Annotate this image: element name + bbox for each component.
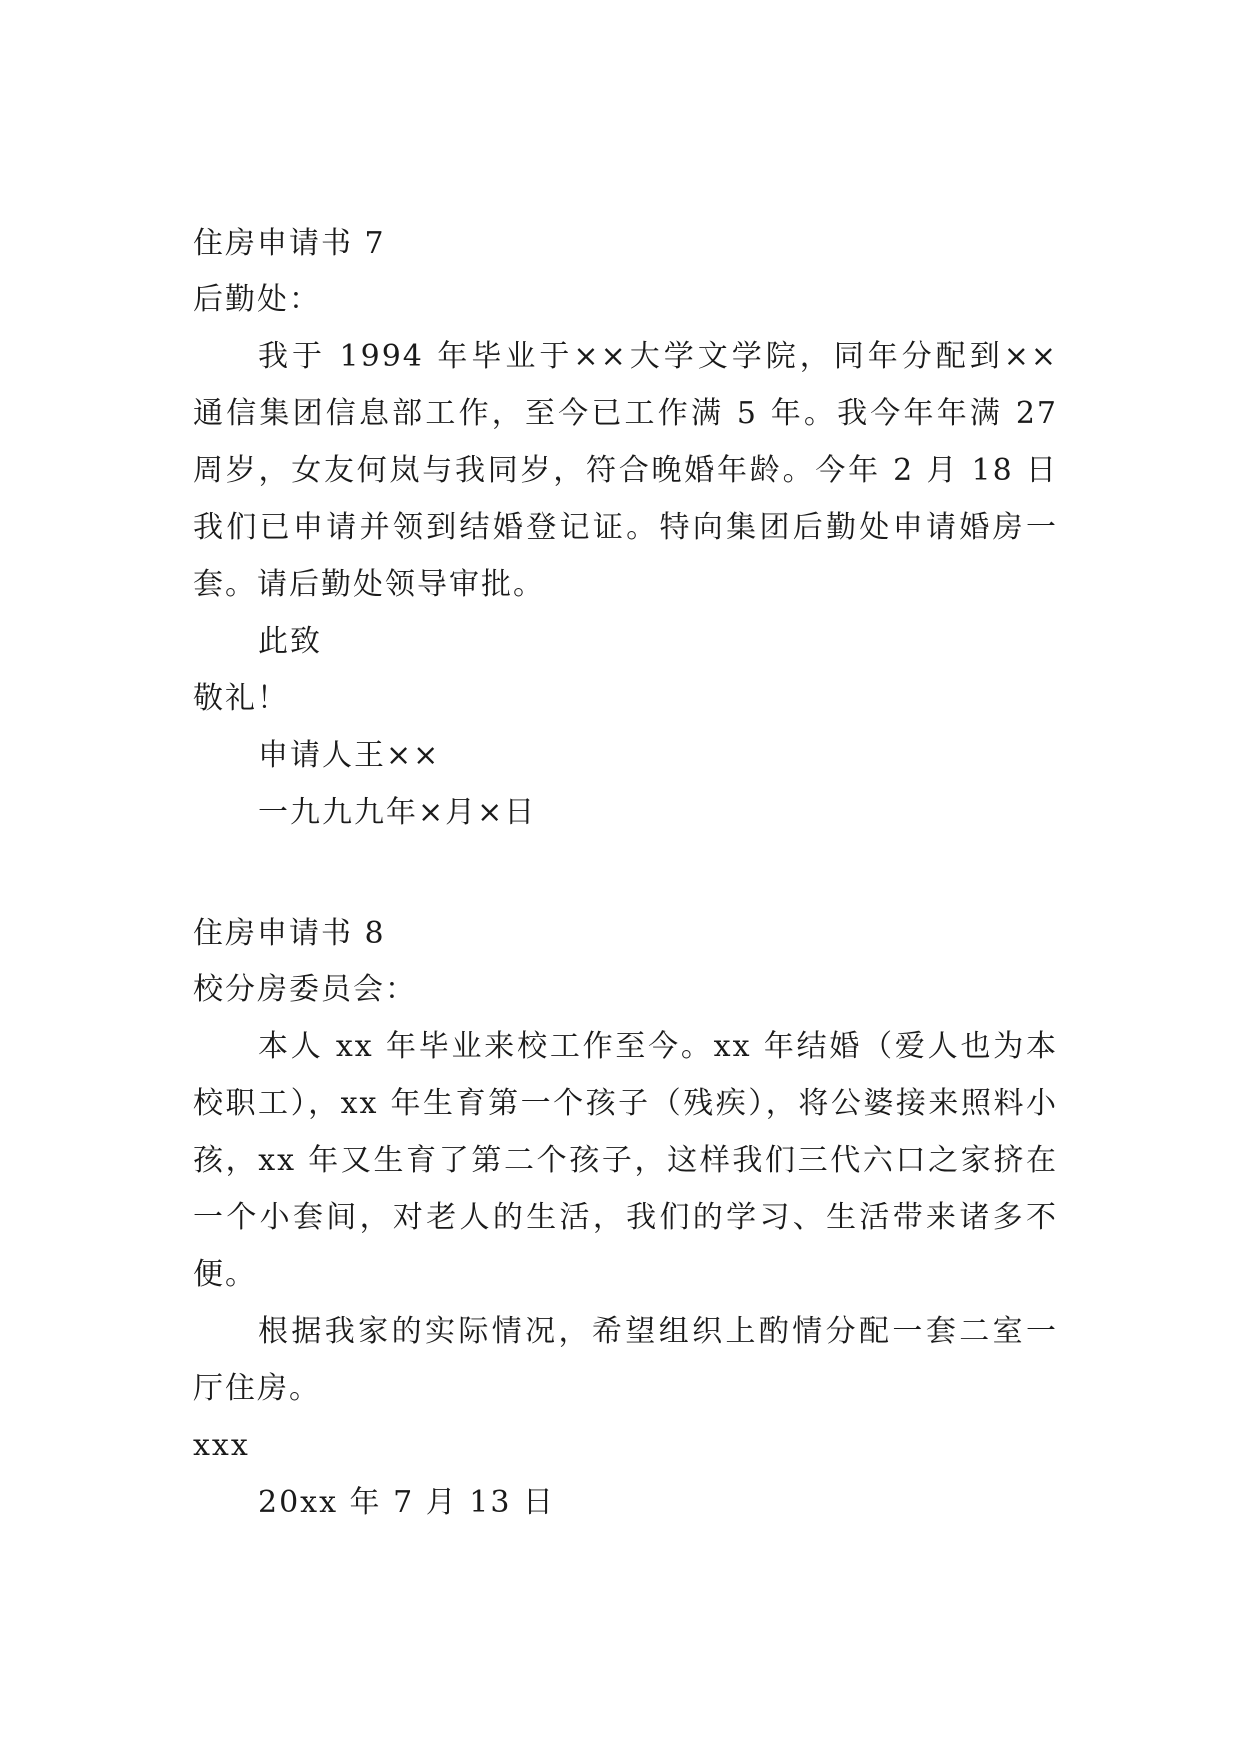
doc2-body-line: 厅住房。 (193, 1371, 321, 1406)
doc1-body-line: 套。请后勤处领导审批。 (193, 567, 545, 602)
doc1-closing-1: 此致 (258, 624, 322, 659)
doc2-body-line: 便。 (193, 1257, 257, 1292)
doc2-date: 20xx 年 7 月 13 日 (258, 1485, 555, 1520)
doc2-body-line: 根据我家的实际情况，希望组织上酌情分配一套二室一 (258, 1314, 1058, 1349)
doc2-body-line: 孩，xx 年又生育了第二个孩子，这样我们三代六口之家挤在 (193, 1143, 1058, 1178)
doc1-body-line: 我于 1994 年毕业于××大学文学院，同年分配到×× (258, 339, 1058, 374)
doc2-body-line: 一个小套间，对老人的生活，我们的学习、生活带来诸多不 (193, 1200, 1058, 1235)
doc1-salutation: 后勤处： (193, 282, 321, 317)
doc1-title: 住房申请书 7 (193, 226, 386, 261)
doc2-body-line: 本人 xx 年毕业来校工作至今。xx 年结婚（爱人也为本 (258, 1029, 1058, 1064)
doc2-body-line: 校职工），xx 年生育第一个孩子（残疾），将公婆接来照料小 (193, 1086, 1058, 1121)
doc1-body-line: 我们已申请并领到结婚登记证。特向集团后勤处申请婚房一 (193, 510, 1058, 545)
doc2-salutation: 校分房委员会： (193, 972, 417, 1007)
doc1-closing-2: 敬礼！ (193, 681, 289, 716)
doc1-body-line: 周岁，女友何岚与我同岁，符合晚婚年龄。今年 2 月 18 日 (193, 453, 1058, 488)
doc2-signature: xxx (193, 1428, 250, 1463)
doc1-date: 一九九九年×月×日 (258, 795, 537, 830)
doc1-body-line: 通信集团信息部工作，至今已工作满 5 年。我今年年满 27 (193, 396, 1058, 431)
doc1-signature: 申请人王×× (258, 738, 441, 773)
doc2-title: 住房申请书 8 (193, 916, 386, 951)
